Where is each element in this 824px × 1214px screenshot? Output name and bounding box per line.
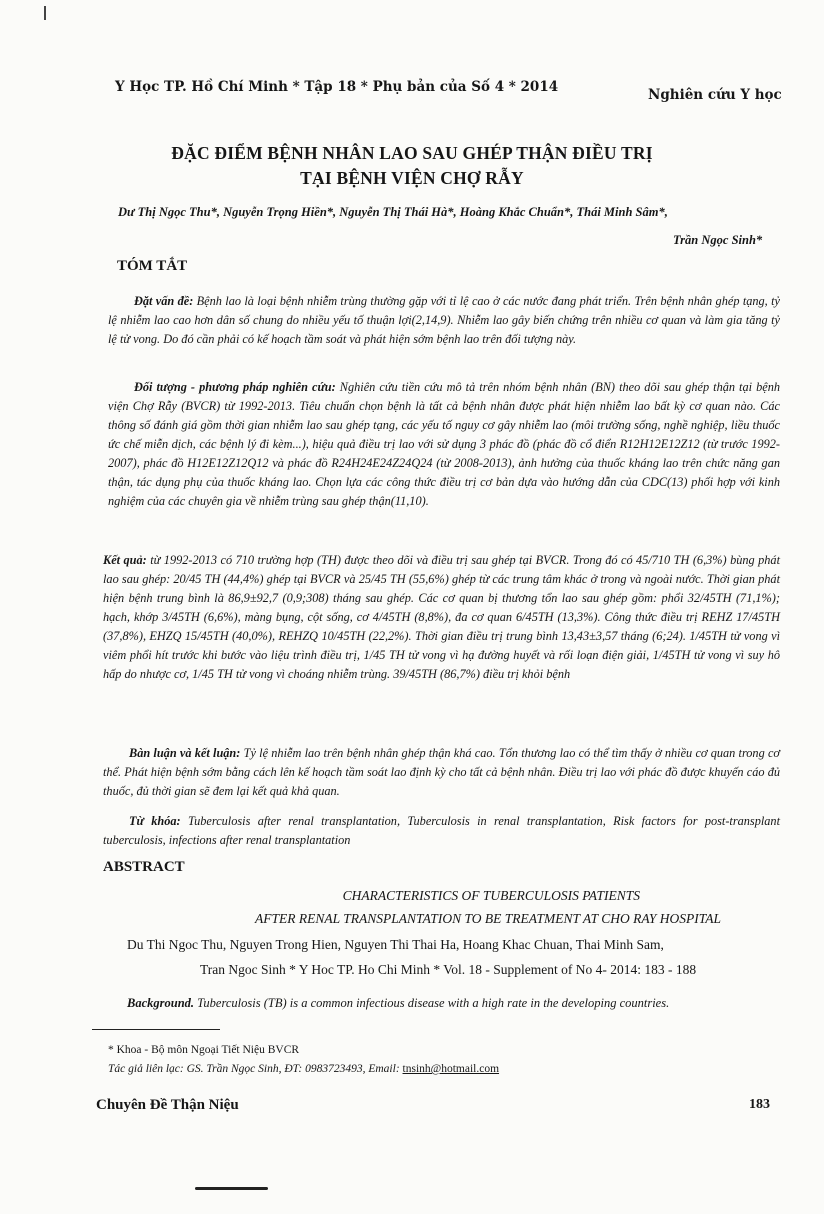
dat-van-de-label: Đặt vấn đề: xyxy=(134,294,194,308)
tu-khoa-label: Từ khóa: xyxy=(129,814,181,828)
doi-tuong-label: Đối tượng - phương pháp nghiên cứu: xyxy=(134,380,336,394)
tomtat-heading: TÓM TẮT xyxy=(117,258,188,274)
dat-van-de-paragraph xyxy=(108,292,780,349)
footnote-contact xyxy=(108,1063,499,1075)
page-number: 183 xyxy=(749,1097,770,1112)
tu-khoa-text: Tuberculosis after renal transplantation, Tuberculosis in renal transplantation, Risk factors for post-transplant tuberculosis, infections after renal transplantation xyxy=(103,814,780,847)
doi-tuong-paragraph xyxy=(108,378,780,511)
ban-luan-paragraph xyxy=(103,744,780,801)
background-text: Tuberculosis (TB) is a common infectious disease with a high rate in the developing countries. xyxy=(194,996,670,1010)
article-title-line2: TẠI BỆNH VIỆN CHỢ RẪY xyxy=(300,168,524,188)
authors-line2: Trần Ngọc Sinh* xyxy=(673,233,763,247)
journal-header: Y Học TP. Hồ Chí Minh * Tập 18 * Phụ bản của Số 4 * 2014 xyxy=(115,79,559,95)
contact-text: Tác giả liên lạc: GS. Trần Ngọc Sinh, ĐT: 0983723493, Email: xyxy=(108,1063,403,1075)
doi-tuong-text: Nghiên cứu tiền cứu mô tả trên nhóm bệnh nhân (BN) theo dõi sau ghép thận tại bệnh viện Chợ Rẫy (BVCR) từ 1992-2013. Tiêu chuẩn chọn bệnh là tất cả bệnh nhân được phát hiện nhiễm lao bất kỳ cơ quan nào. Các thông số đánh giá gồm thời gian nhiễm lao sau ghép tạng, các yếu tố nguy cơ gây nhiễm lao (môi trường sống, nghề nghiệp, liều thuốc ức chế miễn dịch, các bệnh lý đi kèm...), hiệu quả điều trị lao với sử dụng 3 phác đồ (phác đồ cổ điển R12H12E12Z12 (từ trước 1992-2007), phác đồ H12E12Z12Q12 và phác đồ R24H24E24Z24Q24 (từ 2008-2013), ảnh hưởng của thuốc kháng lao trên chức năng gan thận, tác dụng phụ của thuốc kháng lao. Chọn lựa các công thức điều trị cơ bản dựa vào hướng dẫn của CDC(13) phối hợp với kinh nghiệm của các chuyên gia về nhiễm trùng sau ghép thận(11,10). xyxy=(108,380,780,508)
ban-luan-label: Bàn luận và kết luận: xyxy=(129,746,241,760)
english-authors-line1: Du Thi Ngoc Thu, Nguyen Trong Hien, Nguyen Thi Thai Ha, Hoang Khac Chuan, Thai Minh Sam, xyxy=(127,937,664,952)
tu-khoa-paragraph xyxy=(103,812,780,850)
authors-line1: Dư Thị Ngọc Thu*, Nguyễn Trọng Hiền*, Nguyễn Thị Thái Hà*, Hoàng Khắc Chuẩn*, Thái Minh Sâm*, xyxy=(118,205,668,219)
english-citation-line: Tran Ngoc Sinh * Y Hoc TP. Ho Chi Minh * Vol. 18 - Supplement of No 4- 2014: 183 - 188 xyxy=(200,962,697,977)
background-label: Background. xyxy=(127,996,195,1010)
section-header: Nghiên cứu Y học xyxy=(648,87,782,103)
ban-luan-text: Tỷ lệ nhiễm lao trên bệnh nhân ghép thận khá cao. Tổn thương lao có thể tìm thấy ở nhiều cơ quan trong cơ thể. Phát hiện bệnh sớm bằng cách lên kế hoạch tầm soát lao định kỳ cho tất cả bệnh nhân. Điều trị lao với phác đồ được khuyến cáo đủ thuốc, đủ thời gian sẽ đem lại kết quả khả quan. xyxy=(103,746,780,798)
footnote-divider xyxy=(92,1029,220,1030)
ket-qua-paragraph xyxy=(103,551,780,684)
ket-qua-label: Kết quả: xyxy=(103,553,147,567)
footer-section-title: Chuyên Đề Thận Niệu xyxy=(96,1097,239,1113)
article-title-line1: ĐẶC ĐIỂM BỆNH NHÂN LAO SAU GHÉP THẬN ĐIỀU TRỊ xyxy=(171,143,653,163)
scan-artifact-mark xyxy=(44,6,46,20)
abstract-heading: ABSTRACT xyxy=(103,859,185,875)
scan-artifact-line xyxy=(195,1187,268,1190)
footnote-affiliation: * Khoa - Bộ môn Ngoại Tiết Niệu BVCR xyxy=(108,1044,300,1056)
english-title-line1: CHARACTERISTICS OF TUBERCULOSIS PATIENTS xyxy=(342,888,640,903)
ket-qua-text: từ 1992-2013 có 710 trường hợp (TH) được theo dõi và điều trị sau ghép tại BVCR. Trong đó có 45/710 TH (6,3%) bùng phát lao sau ghép: 20/45 TH (44,4%) ghép tại BVCR và 25/45 TH (55,6%) ghép từ các trung tâm khác ở trong và ngoài nước. Thời gian phát hiện bệnh trung bình là 86,9±92,7 (0,9;308) tháng sau ghép. Các cơ quan bị thương tổn lao sau ghép gồm: phổi 32/45TH (71,1%); hạch, khớp 3/45TH (6,6%), màng bụng, cột sống, cơ 4/45TH (8,8%), đa cơ quan 6/45TH (13,3%). Công thức điều trị REHZ 17/45TH (37,8%), EHZQ 15/45TH (40,0%), REHZQ 10/45TH (22,2%). Thời gian điều trị trung bình 13,43±3,57 tháng (6;24). 1/45TH tử vong vì viêm phổi hít trước khi bước vào liệu trình điều trị, 1/45 TH tử vong vì hạ đường huyết và rối loạn điện giải, 1/45TH tử vong vì suy hô hấp do nhược cơ, 1/45 TH tử vong vì choáng nhiễm trùng. 39/45TH (86,7%) điều trị khỏi bệnh xyxy=(103,553,780,681)
email-link[interactable]: tnsinh@hotmail.com xyxy=(402,1063,500,1075)
background-paragraph xyxy=(127,996,669,1011)
dat-van-de-text: Bệnh lao là loại bệnh nhiễm trùng thường gặp với tỉ lệ cao ở các nước đang phát triển. Trên bệnh nhân ghép tạng, tỷ lệ nhiễm lao cao hơn dân số chung do nhiều yếu tố thuận lợi(2,14,9). Nhiễm lao gây biến chứng trên nhiều cơ quan và làm gia tăng tỷ lệ tử vong. Do đó cần phải có kế hoạch tầm soát và phát hiện sớm bệnh lao trên đối tượng này. xyxy=(108,294,780,346)
english-title-line2: AFTER RENAL TRANSPLANTATION TO BE TREATMENT AT CHO RAY HOSPITAL xyxy=(255,911,721,926)
